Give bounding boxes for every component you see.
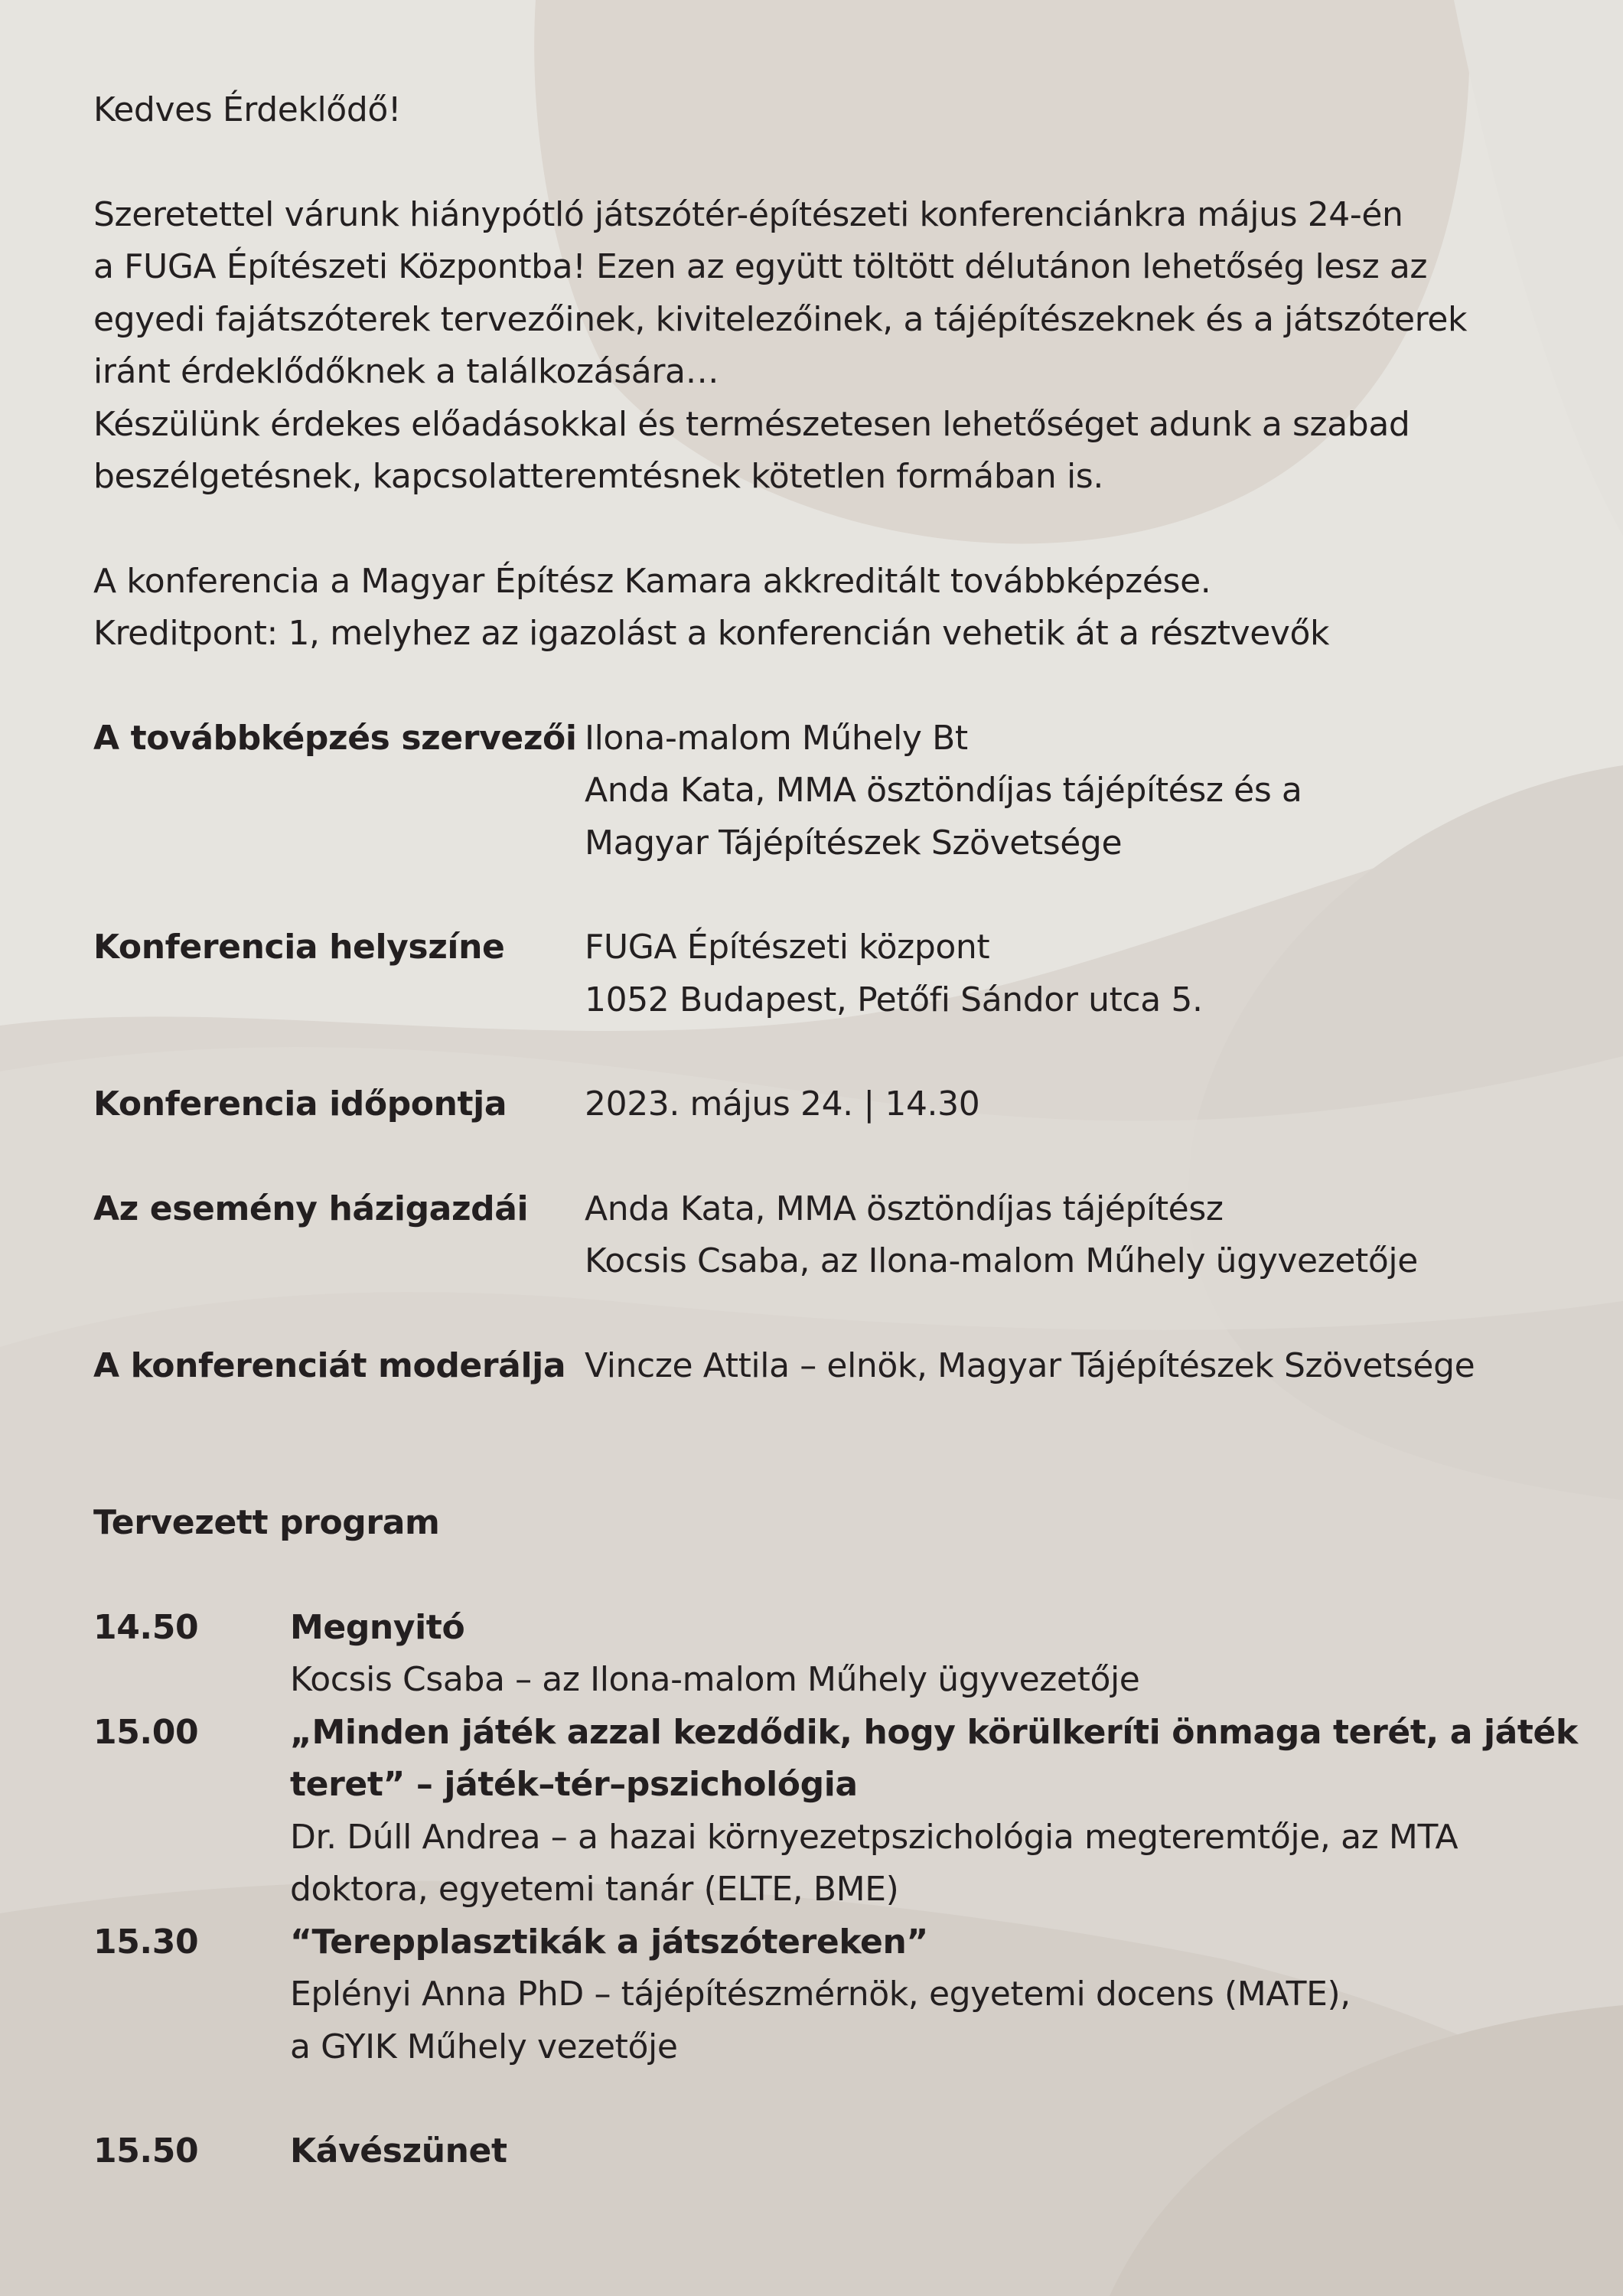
info-value: Anda Kata, MMA ösztöndíjas tájépítész és a <box>585 771 1302 810</box>
info-label: A konferenciát moderálja <box>93 1345 566 1385</box>
program-item <box>93 1602 1547 1707</box>
info-value: Vincze Attila – elnök, Magyar Tájépítészek Szövetsége <box>585 1345 1475 1385</box>
program-title-line: „Minden játék azzal kezdődik, hogy körülkeríti önmaga terét, a játék <box>290 1712 1578 1752</box>
program-detail-line: doktora, egyetemi tanár (ELTE, BME) <box>290 1870 899 1909</box>
info-values <box>585 1340 1547 1393</box>
program-body <box>290 1707 1578 1916</box>
info-label: Az esemény házigazdái <box>93 1189 529 1228</box>
info-label: Konferencia helyszíne <box>93 928 505 967</box>
program-title-line: teret” – játék–tér–pszichológia <box>290 1765 858 1804</box>
intro-line: iránt érdeklődőknek a találkozására… <box>93 352 719 391</box>
info-label: Konferencia időpontja <box>93 1084 507 1124</box>
info-row-venue <box>93 921 1547 1026</box>
info-label: A továbbképzés szervezői <box>93 718 577 758</box>
program-detail-line: Kocsis Csaba – az Ilona-malom Műhely ügyvezetője <box>290 1660 1140 1699</box>
info-value: 1052 Budapest, Petőfi Sándor utca 5. <box>585 980 1203 1019</box>
greeting-text: Kedves Érdeklődő! <box>93 90 402 129</box>
program-spacer <box>93 2073 1547 2125</box>
intro-line: a FUGA Építészeti Központba! Ezen az együtt töltött délutánon lehetőség lesz az <box>93 247 1428 286</box>
accreditation-paragraph <box>93 556 1547 660</box>
program-time: 15.50 <box>93 2131 199 2170</box>
program-title: Tervezett program <box>93 1503 440 1542</box>
info-values <box>585 1078 1547 1131</box>
program-title-line: Kávészünet <box>290 2131 507 2170</box>
intro-line: Szeretettel várunk hiánypótló játszótér-építészeti konferenciánkra május 24-én <box>93 194 1403 234</box>
intro-line: Készülünk érdekes előadásokkal és természetesen lehetőséget adunk a szabad <box>93 404 1410 444</box>
invitation-document <box>93 84 1578 2178</box>
program-item <box>93 1707 1578 1916</box>
intro-paragraph <box>93 189 1547 504</box>
info-values <box>585 921 1547 1026</box>
program-item <box>93 1916 1547 2074</box>
program-body <box>290 2125 1547 2178</box>
program-time: 15.30 <box>93 1922 199 1962</box>
program-time: 14.50 <box>93 1607 199 1647</box>
info-value: Kocsis Csaba, az Ilona-malom Műhely ügyvezetője <box>585 1241 1418 1280</box>
info-row-hosts <box>93 1183 1547 1288</box>
info-values <box>585 713 1547 870</box>
program-time: 15.00 <box>93 1712 199 1752</box>
program-detail-line: Eplényi Anna PhD – tájépítészmérnök, egyetemi docens (MATE), <box>290 1975 1351 2014</box>
greeting <box>93 84 1547 137</box>
intro-line: egyedi fajátszóterek tervezőinek, kivitelezőinek, a tájépítészeknek és a játszóterek <box>93 299 1468 339</box>
info-row-date <box>93 1078 1547 1131</box>
info-values <box>585 1183 1547 1288</box>
info-row-organizers <box>93 713 1547 870</box>
info-value: Magyar Tájépítészek Szövetsége <box>585 823 1123 863</box>
info-value: 2023. május 24. | 14.30 <box>585 1084 980 1124</box>
accreditation-line: Kreditpont: 1, melyhez az igazolást a konferencián vehetik át a résztvevők <box>93 614 1330 653</box>
program-body <box>290 1602 1547 1707</box>
program-title-line: Megnyitó <box>290 1607 465 1647</box>
program-detail-line: a GYIK Műhely vezetője <box>290 2027 678 2066</box>
intro-line: beszélgetésnek, kapcsolatteremtésnek kötetlen formában is. <box>93 457 1103 496</box>
program-item <box>93 2125 1547 2178</box>
info-value: Anda Kata, MMA ösztöndíjas tájépítész <box>585 1189 1224 1228</box>
info-value: Ilona-malom Műhely Bt <box>585 718 968 758</box>
program-body <box>290 1916 1547 2074</box>
info-value: FUGA Építészeti központ <box>585 928 990 967</box>
accreditation-line: A konferencia a Magyar Építész Kamara akkreditált továbbképzése. <box>93 561 1211 601</box>
program-detail-line: Dr. Dúll Andrea – a hazai környezetpszichológia megteremtője, az MTA <box>290 1817 1458 1857</box>
info-row-moderator <box>93 1340 1547 1393</box>
program-title-line: “Terepplasztikák a játszótereken” <box>290 1922 928 1962</box>
